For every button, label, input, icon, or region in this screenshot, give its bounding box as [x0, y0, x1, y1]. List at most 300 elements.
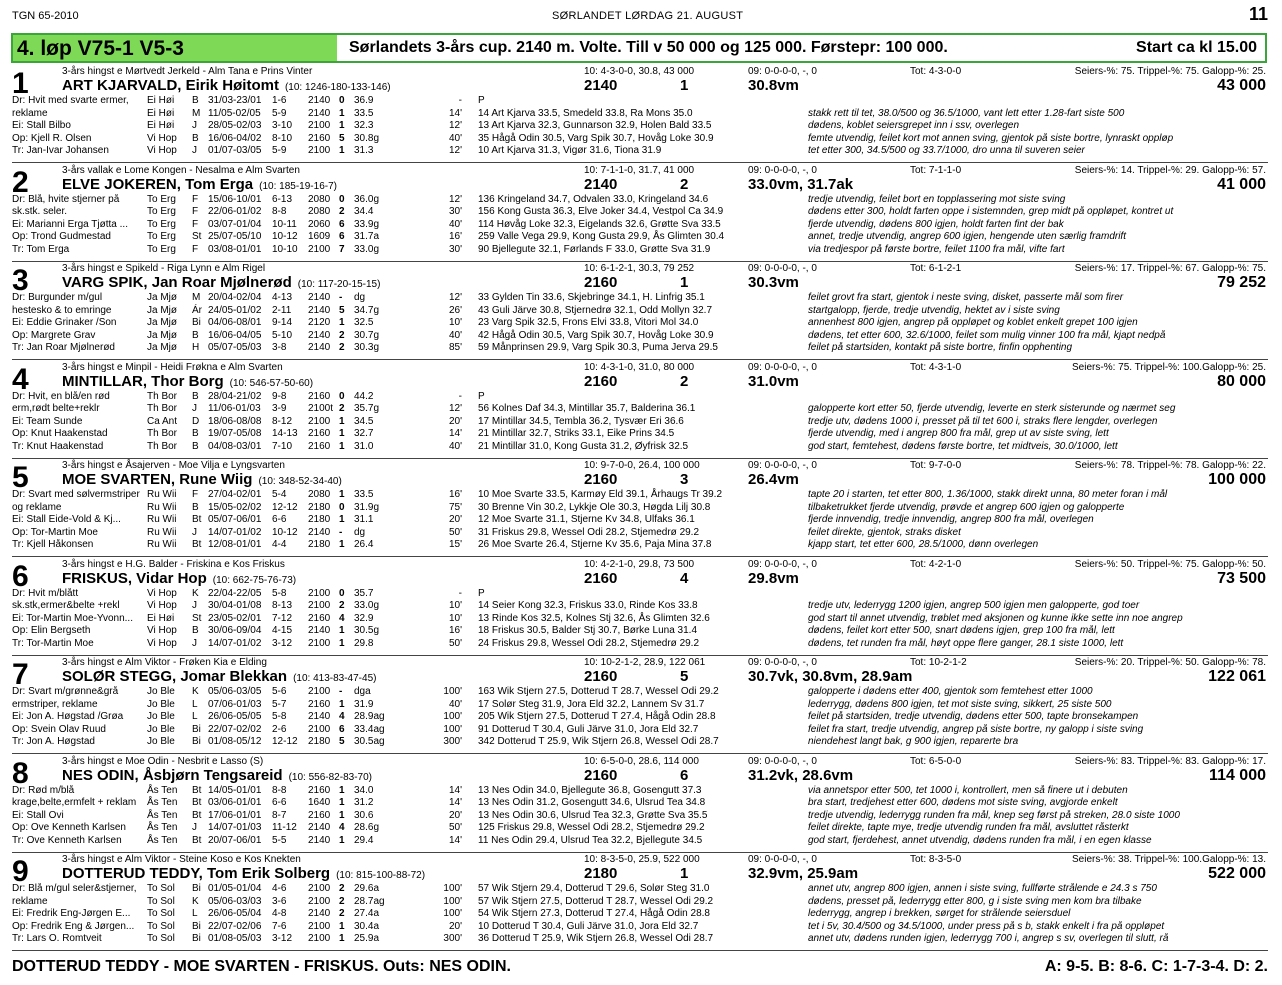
row-position: 5-4 [272, 489, 287, 500]
horse-number: 8 [12, 756, 29, 790]
horse-number: 7 [12, 658, 29, 691]
row-distance: 2080 [308, 489, 331, 500]
stats-percentages: Seiers-%: 17. Trippel-%: 67. Galopp-%: 75. [1074, 263, 1266, 274]
tips-footer [12, 958, 1268, 976]
row-track: F [192, 243, 199, 255]
prize-money: 100 000 [1208, 471, 1266, 488]
row-date: 15/05-02/02 [208, 501, 262, 513]
row-driver: Jo Ble [147, 698, 175, 710]
row-time: 35.7g [354, 403, 380, 415]
row-position: 3-6 [272, 895, 287, 907]
row-comment: annet utv, angrep 800 igjen, annen i siste sving, fullførte strålende e 24.3 s 750 [808, 883, 1157, 894]
row-date: 03/08-01/01 [208, 243, 262, 255]
row-time: 33.5 [354, 489, 374, 500]
row-distance: 2160 [308, 809, 331, 821]
row-result: 91 Dotterud T 30.4, Guli Järve 31.0, Jora Eld 32.7 [478, 723, 699, 735]
row-distance: 2160 [308, 612, 331, 624]
row-placing: 1 [339, 698, 345, 710]
horse-title [62, 471, 342, 488]
history-row [12, 908, 1268, 921]
row-track: F [192, 489, 199, 500]
row-driver: Th Bor [147, 390, 178, 402]
row-result: 12 Moe Svarte 31.1, Stjerne Kv 34.8, Ulfaks 36.1 [478, 514, 695, 526]
row-date: 05/06-03/03 [208, 895, 262, 907]
row-date: 25/07-05/10 [208, 231, 262, 243]
row-position: 3-9 [272, 403, 287, 415]
stats-2009: 09: 0-0-0-0, -, 0 [748, 558, 817, 570]
horse-number: 3 [12, 264, 29, 297]
row-date: 20/07-06/01 [208, 834, 262, 846]
row-comment: dødens etter 300, holdt farten oppe i sistemnden, grep midt på oppløpet, kontret ut [808, 206, 1174, 218]
row-result: 13 Nes Odin 34.0, Bjellegute 36.8, Gosengutt 37.3 [478, 784, 702, 796]
horse-pedigree: 3-års hingst e Åsajerven - Moe Vilja e Lyngsvarten [62, 460, 285, 471]
race-history [12, 489, 1268, 552]
history-row [12, 797, 1268, 810]
row-driver: Ås Ten [147, 809, 178, 821]
row-position: 8-8 [272, 206, 287, 218]
row-result: 30 Brenne Vin 30.2, Lykkje Ole 30.3, Høgda Lilj 30.8 [478, 501, 711, 513]
row-odds: 40' [448, 698, 462, 710]
horse-pedigree: 3-års hingst e Spikeld - Riga Lynn e Alm Rigel [62, 263, 266, 274]
stats-percentages: Seiers-%: 14. Trippel-%: 29. Galopp-%: 57. [1074, 164, 1266, 176]
row-placing: 1 [339, 920, 345, 932]
row-placing: 0 [339, 587, 345, 599]
row-odds: 16' [448, 231, 462, 243]
row-time: 32.7 [354, 428, 374, 440]
best-times: 30.7vk, 30.8vm, 28.9am [748, 668, 913, 685]
row-track: J [192, 822, 197, 834]
stats-total: Tot: 6-1-2-1 [910, 263, 962, 274]
history-row [12, 441, 1268, 454]
row-driver: Ja Mjø [147, 304, 177, 316]
row-date: 01/05-01/04 [208, 883, 262, 894]
row-placing: 0 [339, 390, 345, 402]
row-result: 10 Dotterud T 30.4, Guli Järve 31.0, Jora Eld 32.7 [478, 920, 699, 932]
history-row [12, 822, 1268, 835]
row-date: 05/06-03/05 [208, 686, 262, 697]
row-odds: 15' [448, 539, 462, 551]
row-position: 10-11 [272, 218, 297, 230]
horse-name-driver: DOTTERUD TEDDY, Tom Erik Solberg [62, 865, 331, 882]
row-driver: Jo Ble [147, 686, 175, 697]
row-info: Op: Ove Kenneth Karlsen [12, 822, 126, 834]
row-position: 3-10 [272, 120, 293, 132]
row-driver: Jo Ble [147, 723, 175, 735]
row-result: 21 Mintillar 32.7, Striks 33.1, Eike Prins 34.5 [478, 428, 675, 440]
prize-money: 79 252 [1217, 274, 1266, 291]
horse-pedigree: 3-års vallak e Lome Kongen - Nesalma e Alm Svarten [62, 164, 300, 176]
stats-total: Tot: 4-2-1-0 [910, 558, 962, 570]
race-distance: 2140 [584, 77, 618, 94]
row-odds: 12' [448, 193, 462, 205]
row-comment: fjerde innvendig, tredje innvendig, angrep 800 fra mål, overlegen [808, 514, 1094, 526]
row-driver: To Sol [147, 933, 175, 945]
row-track: J [192, 120, 197, 132]
race-history [12, 95, 1268, 158]
row-info: erm,rødt belte+reklr [12, 403, 100, 415]
row-placing: 2 [339, 895, 345, 907]
history-row [12, 391, 1268, 404]
row-distance: 2140 [308, 95, 331, 106]
history-row [12, 527, 1268, 540]
horse-entry [12, 459, 1268, 557]
row-distance: 2140 [308, 711, 331, 723]
row-distance: 2180 [308, 736, 331, 748]
row-date: 04/08-03/01 [208, 440, 262, 452]
row-comment: dødens, koblet seiersgrepet inn i ssv, overlegen [808, 120, 1020, 132]
row-result: 14 Seier Kong 32.3, Friskus 33.0, Rinde Kos 33.8 [478, 600, 698, 612]
start-track: 4 [680, 569, 689, 587]
start-track: 2 [680, 372, 689, 390]
race-distance: 2160 [584, 274, 618, 291]
row-driver: Th Bor [147, 440, 178, 452]
row-time: 30.8g [354, 132, 380, 144]
row-odds: 14' [448, 107, 462, 119]
row-track: L [192, 711, 198, 723]
row-result: 13 Nes Odin 31.2, Gosengutt 34.6, Ulsrud Tea 34.8 [478, 797, 706, 809]
row-time: 36.0g [354, 193, 380, 205]
row-track: D [192, 415, 200, 427]
row-info: og reklame [12, 501, 62, 513]
race-distance: 2160 [584, 372, 618, 390]
prize-money: 522 000 [1208, 865, 1266, 882]
stats-percentages: Seiers-%: 83. Trippel-%: 83. Galopp-%: 17. [1074, 755, 1266, 767]
row-distance: 2140 [308, 107, 331, 119]
row-odds: 75' [448, 501, 462, 513]
row-position: 9-8 [272, 390, 287, 402]
row-date: 22/06-01/02 [208, 206, 262, 218]
row-track: K [192, 686, 199, 697]
row-driver: To Sol [147, 920, 175, 932]
row-result: 136 Kringeland 34.7, Odvalen 33.0, Kringeland 34.6 [478, 193, 709, 205]
tips-text: DOTTERUD TEDDY - MOE SVARTEN - FRISKUS. Outs: NES ODIN. [12, 958, 511, 975]
history-row [12, 231, 1268, 244]
horse-number: 6 [12, 559, 29, 593]
row-placing: 6 [339, 723, 345, 735]
stats-percentages: Seiers-%: 50. Trippel-%: 75. Galopp-%: 50. [1074, 558, 1266, 570]
row-comment: dødens, tet runden fra mål, høyt oppe flere ganger, 28.1 siste 1000, lett [808, 637, 1124, 649]
stats-2010: 10: 9-7-0-0, 26.4, 100 000 [584, 460, 700, 471]
row-info: Ei: Fredrik Eng-Jørgen E... [12, 908, 131, 920]
start-track: 3 [680, 471, 689, 488]
row-driver: Ru Wii [147, 489, 177, 500]
row-time: 31.7a [354, 231, 380, 243]
row-result: 11 Nes Odin 29.4, Ulsrud Tea 32.2, Bjellegute 34.5 [478, 834, 703, 846]
row-driver: To Erg [147, 193, 176, 205]
row-driver: To Erg [147, 231, 176, 243]
horse-pedigree: 3-års hingst e Minpil - Heidi Frøkna e Alm Svarten [62, 361, 283, 373]
row-result: 35 Hågå Odin 30.5, Varg Spik 30.7, Hovåg Loke 30.9 [478, 132, 714, 144]
row-odds: 30' [448, 206, 462, 218]
row-info: reklame [12, 895, 48, 907]
stats-2010: 10: 6-1-2-1, 30.3, 79 252 [584, 263, 695, 274]
row-driver: Th Bor [147, 403, 178, 415]
row-position: 7-6 [272, 920, 287, 932]
driver-record: (10: 556-82-83-70) [288, 771, 372, 783]
row-distance: 2060 [308, 218, 331, 230]
row-odds: 50' [448, 637, 462, 649]
stats-percentages: Seiers-%: 75. Trippel-%: 100.Galopp-%: 25. [1072, 361, 1266, 373]
row-time: 28.9ag [354, 711, 385, 723]
history-row [12, 736, 1268, 749]
prize-money: 80 000 [1217, 372, 1266, 390]
row-position: 9-14 [272, 317, 293, 329]
row-odds: 100' [443, 723, 462, 735]
history-row [12, 896, 1268, 909]
row-driver: Ru Wii [147, 501, 177, 513]
row-info: Tr: Kjell Håkonsen [12, 539, 94, 551]
row-distance: 2100 [308, 895, 331, 907]
row-comment: feilet direkte, tapte mye, tredje utvendig runden fra mål, avsluttet råsterkt [808, 822, 1129, 834]
row-info: Tr: Jon A. Høgstad [12, 736, 95, 748]
row-position: 10-12 [272, 526, 298, 538]
row-driver: Ei Høi [147, 612, 175, 624]
row-placing: 1 [339, 834, 345, 846]
magazine-issue: TGN 65-2010 [12, 10, 79, 22]
horse-pedigree: 3-års hingst e Alm Viktor - Steine Koso e Kos Knekten [62, 854, 301, 865]
row-driver: Ru Wii [147, 514, 177, 526]
row-placing: 0 [339, 95, 345, 106]
driver-record: (10: 413-83-47-45) [293, 673, 377, 684]
best-times: 31.0vm [748, 372, 799, 390]
row-info: Tr: Jan Roar Mjølnerød [12, 342, 115, 354]
history-row [12, 403, 1268, 416]
row-placing: 1 [339, 120, 345, 132]
row-comment: bra start, tredjehest etter 600, dødens mot siste sving, avgjorde enkelt [808, 797, 1118, 809]
row-placing: 1 [339, 145, 345, 157]
row-placing: 1 [339, 415, 345, 427]
row-placing: 1 [339, 933, 345, 945]
row-time: 31.1 [354, 514, 374, 526]
start-track: 5 [680, 668, 689, 685]
history-row [12, 625, 1268, 638]
row-position: 8-13 [272, 600, 293, 612]
row-info: Ei: Stall Bilbo [12, 120, 71, 132]
row-placing: 5 [339, 304, 345, 316]
row-distance: 2100 [308, 587, 331, 599]
row-distance: 1609 [308, 231, 331, 243]
row-driver: To Erg [147, 218, 176, 230]
row-distance: 2100 [308, 243, 331, 255]
row-odds: 100' [443, 883, 462, 894]
row-distance: 2100 [308, 933, 331, 945]
row-track: B [192, 95, 199, 106]
horse-number: 4 [12, 362, 29, 396]
row-position: 1-6 [272, 95, 287, 106]
row-comment: kjapp start, tet etter 600, 28.5/1000, dønn overlegen [808, 539, 1039, 551]
row-distance: 2160 [308, 428, 331, 440]
horse-entry [12, 164, 1268, 262]
row-time: 30.3g [354, 342, 380, 354]
row-odds: 100' [443, 908, 462, 920]
row-comment: stakk rett til tet, 38.0/500 og 36.5/1000, vant lett etter 1.28-fart siste 500 [808, 107, 1125, 119]
row-driver: To Sol [147, 895, 175, 907]
stats-2010: 10: 10-2-1-2, 28.9, 122 061 [584, 657, 706, 668]
row-position: 5-9 [272, 107, 287, 119]
row-track: F [192, 206, 199, 218]
row-result: P [478, 95, 485, 106]
row-track: Bt [192, 834, 202, 846]
race-label: 4. løp V75-1 V5-3 [13, 35, 337, 61]
row-track: L [192, 908, 198, 920]
row-driver: Ja Mjø [147, 342, 177, 354]
stats-percentages: Seiers-%: 78. Trippel-%: 78. Galopp-%: 22. [1074, 460, 1266, 471]
row-track: St [192, 231, 202, 243]
row-odds: 20' [448, 809, 462, 821]
row-distance: 2140 [308, 822, 331, 834]
row-placing: 4 [339, 822, 345, 834]
row-track: M [192, 107, 201, 119]
row-info: ermstriper, reklame [12, 698, 98, 710]
row-odds: 26' [448, 304, 462, 316]
row-position: 4-8 [272, 908, 287, 920]
row-track: K [192, 895, 199, 907]
prize-money: 122 061 [1208, 668, 1266, 685]
row-comment: tet i 5v, 30.4/500 og 34.5/1000, under press på s b, stakk enkelt i fra på oppløpet [808, 920, 1165, 932]
row-position: 5-6 [272, 686, 287, 697]
start-track: 1 [680, 865, 689, 882]
row-distance: 2080 [308, 193, 331, 205]
stats-total: Tot: 8-3-5-0 [910, 854, 962, 865]
row-date: 03/06-01/01 [208, 797, 262, 809]
history-row [12, 108, 1268, 121]
row-position: 5-7 [272, 698, 287, 710]
row-track: B [192, 329, 199, 341]
row-info: Tr: Tom Erga [12, 243, 70, 255]
history-row [12, 502, 1268, 515]
row-result: 342 Dotterud T 25.9, Wik Stjern 26.8, Wessel Odi 28.7 [478, 736, 719, 748]
row-date: 14/05-01/01 [208, 784, 262, 796]
row-position: 14-13 [272, 428, 298, 440]
row-info: hestesko & to emringe [12, 304, 112, 316]
row-position: 5-8 [272, 711, 287, 723]
row-result: 42 Hågå Odin 30.5, Varg Spik 30.7, Hovåg Loke 30.9 [478, 329, 714, 341]
row-date: 16/06-04/02 [208, 132, 262, 144]
row-distance: 2100 [308, 920, 331, 932]
row-comment: tredje utv, dødens 1000 i, presset på til tet 600 i, straks flere lengder, overlegen [808, 415, 1158, 427]
row-placing: 2 [339, 600, 345, 612]
horse-name-driver: ELVE JOKEREN, Tom Erga [62, 175, 254, 193]
row-placing: - [339, 686, 343, 697]
row-distance: 2160 [308, 784, 331, 796]
prize-money: 41 000 [1217, 175, 1266, 193]
row-result: 90 Bjellegute 32.1, Førlands F 33.0, Grøtte Sva 31.9 [478, 243, 711, 255]
row-driver: To Erg [147, 206, 176, 218]
row-driver: Jo Ble [147, 736, 175, 748]
row-date: 30/04-01/08 [208, 600, 262, 612]
history-row [12, 292, 1268, 305]
driver-record: (10: 546-57-50-60) [229, 377, 314, 389]
best-times: 30.3vm [748, 274, 799, 291]
row-result: 10 Moe Svarte 33.5, Karmøy Eld 39.1, Århaugs Tr 39.2 [478, 489, 723, 500]
row-driver: Vi Hop [147, 600, 177, 612]
row-result: 10 Art Kjarva 31.3, Vigør 31.6, Tiona 31.9 [478, 145, 662, 157]
horse-pedigree: 3-års hingst e Moe Odin - Nesbrit e Lasso (S) [62, 755, 264, 767]
row-time: 29.4 [354, 834, 374, 846]
row-time: 29.6a [354, 883, 380, 894]
stats-total: Tot: 4-3-1-0 [910, 361, 962, 373]
row-time: 30.5g [354, 625, 380, 637]
row-placing: 4 [339, 612, 345, 624]
row-placing: 2 [339, 206, 345, 218]
row-placing: 4 [339, 711, 345, 723]
race-history [12, 292, 1268, 355]
prize-money: 73 500 [1217, 569, 1266, 587]
row-comment: femte utvendig, feilet kort mot annen sving, gjentok på siste bortre, lynraskt oppløp [808, 132, 1174, 144]
row-result: 36 Dotterud T 25.9, Wik Stjern 26.8, Wessel Odi 28.7 [478, 933, 714, 945]
row-odds: 20' [448, 920, 462, 932]
row-placing: - [339, 526, 343, 538]
driver-record: (10: 1246-180-133-146) [284, 82, 391, 93]
row-track: Bt [192, 809, 202, 821]
row-time: 36.9 [354, 95, 374, 106]
row-time: 28.6g [354, 822, 380, 834]
row-date: 23/05-02/01 [208, 612, 262, 624]
prize-money: 114 000 [1209, 766, 1266, 784]
row-time: 34.5 [354, 415, 374, 427]
row-odds: 40' [448, 329, 462, 341]
row-time: 30.7g [354, 329, 380, 341]
horse-title [62, 767, 372, 784]
row-result: P [478, 390, 485, 402]
start-track: 1 [680, 77, 689, 94]
prize-money: 43 000 [1217, 77, 1266, 94]
row-date: 19/07-05/08 [208, 428, 262, 440]
stats-2009: 09: 0-0-0-0, -, 0 [748, 66, 817, 77]
history-row [12, 638, 1268, 651]
history-row [12, 711, 1268, 724]
row-driver: To Erg [147, 243, 176, 255]
row-position: 8-7 [272, 809, 287, 821]
race-history [12, 391, 1268, 454]
row-position: 8-12 [272, 415, 293, 427]
row-distance: 2140 [308, 329, 331, 341]
horse-pedigree: 3-års hingst e Mørtvedt Jerkeld - Alm Tana e Prins Vinter [62, 66, 313, 77]
row-date: 18/06-08/08 [208, 415, 262, 427]
horse-name-driver: SOLØR STEGG, Jomar Blekkan [62, 668, 288, 685]
horse-name-driver: MINTILLAR, Thor Borg [62, 372, 224, 390]
row-date: 15/06-10/01 [208, 193, 262, 205]
row-track: M [192, 292, 201, 303]
row-info: Ei: Stall Eide-Vold & Kj... [12, 514, 121, 526]
row-position: 7-10 [272, 440, 293, 452]
row-result: 54 Wik Stjern 27.3, Dotterud T 27.4, Hågå Odin 28.8 [478, 908, 710, 920]
horse-number: 5 [12, 461, 29, 494]
row-odds: 20' [448, 514, 462, 526]
history-row [12, 514, 1268, 527]
horse-title [62, 77, 391, 94]
row-placing: 1 [339, 625, 345, 637]
row-driver: Vi Hop [147, 637, 177, 649]
row-info: Dr: Blå m/gul seler&stjerner, [12, 883, 137, 894]
history-row [12, 785, 1268, 798]
stats-2009: 09: 0-0-0-0, -, 0 [748, 263, 817, 274]
row-info: Ei: Team Sunde [12, 415, 83, 427]
row-info: Dr: Hvit m/blått [12, 587, 79, 599]
history-row [12, 699, 1268, 712]
row-driver: Ja Mjø [147, 329, 177, 341]
row-info: Dr: Burgunder m/gul [12, 292, 103, 303]
race-header [11, 33, 1267, 63]
horse-entry [12, 361, 1268, 459]
stats-2010: 10: 4-3-1-0, 31.0, 80 000 [584, 361, 695, 373]
row-distance: 2140 [308, 342, 331, 354]
row-position: 8-10 [272, 132, 293, 144]
row-driver: To Sol [147, 883, 175, 894]
history-row [12, 133, 1268, 146]
row-info: Op: Tor-Martin Moe [12, 526, 98, 538]
history-row [12, 600, 1268, 613]
